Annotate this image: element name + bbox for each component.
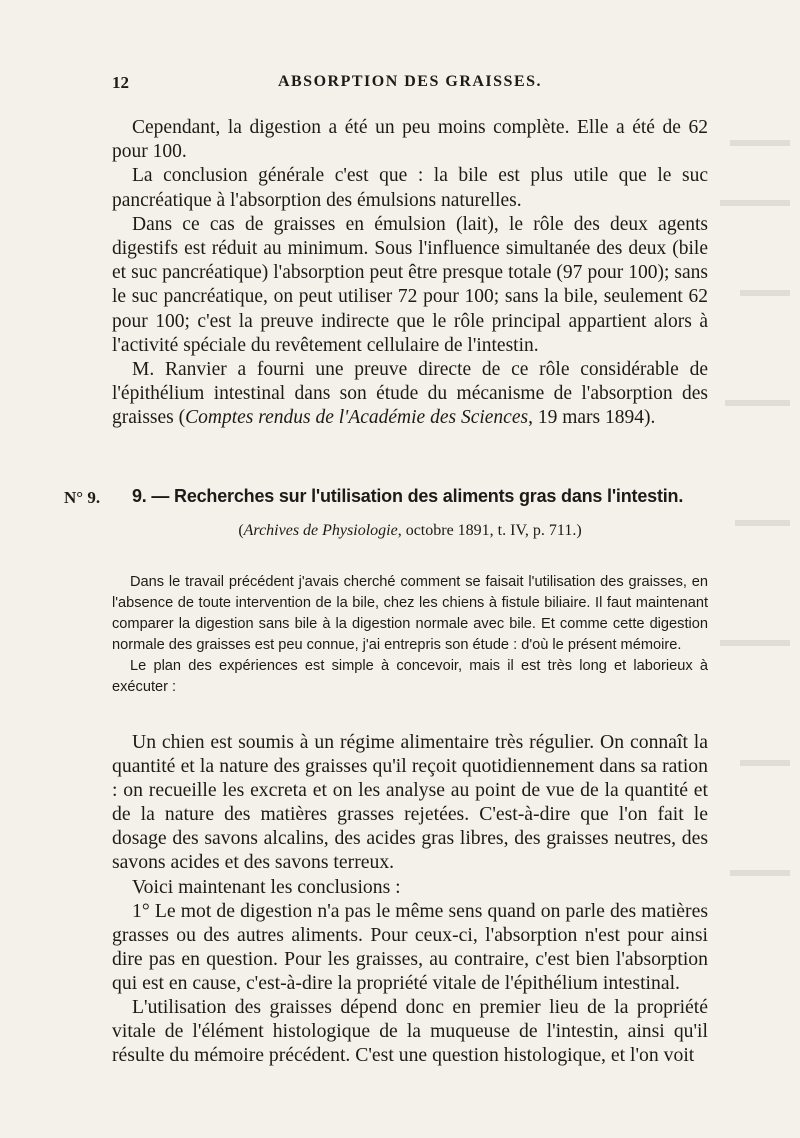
citation-open: (	[238, 522, 244, 539]
bleed-through-marks	[710, 140, 800, 940]
paragraph: Cependant, la digestion a été un peu moins complète. Elle a été de 62 pour 100.	[112, 117, 708, 163]
page-header	[112, 73, 708, 97]
intro-section	[112, 116, 708, 431]
running-title: ABSORPTION DES GRAISSES.	[277, 73, 543, 90]
entry-citation	[112, 522, 708, 540]
abstract-section	[112, 572, 708, 698]
paragraph: Voici maintenant les conclusions :	[132, 875, 401, 898]
paragraph: La conclusion générale c'est que : la bile est plus utile que le suc pancréatique à l'absorption des émulsions naturelles.	[112, 165, 708, 211]
paragraph: 1° Le mot de digestion n'a pas le même sens quand on parle des matières grasses ou des autres aliments. Pour ceux-ci, l'absorption n'est pour ainsi dire pas en question. Pour les graisses, au contraire, c'est bien l'absorption qui est en cause, c'est-à-dire la propriété vitale de l'épithélium intestinal.	[112, 899, 708, 994]
paragraph: Dans ce cas de graisses en émulsion (lait), le rôle des deux agents digestifs est réduit au minimum. Sous l'influence simultanée des deux (bile et suc pancréatique) l'absorption peut être presque totale (97 pour 100); sans le suc pancréatique, on peut utiliser 72 pour 100; sans la bile, seulement 62 pour 100; c'est la preuve indirecte que le rôle principal appartient alors à l'activité spéciale du revêtement cellulaire de l'intestin.	[112, 213, 708, 356]
paragraph	[112, 358, 708, 431]
abstract-paragraph: Le plan des expériences est simple à concevoir, mais il est très long et laborieux à exécuter :	[112, 658, 708, 695]
entry-number-marker: N° 9.	[64, 488, 101, 507]
citation-journal: Archives de Physiologie	[243, 522, 398, 539]
entry-title: 9. — Recherches sur l'utilisation des aliments gras dans l'intestin.	[132, 486, 684, 506]
paragraph: Un chien est soumis à un régime alimentaire très régulier. On connaît la quantité et la nature des graisses qu'il reçoit quotidiennement dans sa ration : on recueille les excreta et on les analyse au point de vue de la quantité et de la nature des matières grasses rejetées. C'est-à-dire que l'on fait le dosage des savons alcalins, des acides gras libres, des graisses neutres, des savons acides et des savons terreux.	[112, 731, 708, 874]
paragraph: L'utilisation des graisses dépend donc en premier lieu de la propriété vitale de l'élément histologique de la muqueuse de l'intestin, ainsi qu'il résulte du mémoire précédent. C'est une question histologique, et l'on voit	[112, 996, 708, 1067]
text-span: M. Ranvier a fourni une preuve directe de ce rôle considérable de l'épithélium intestinal dans son étude du mécanisme de l'absorption des graisses (	[112, 359, 708, 429]
main-section	[112, 730, 708, 1067]
text-span: , 19 mars 1894).	[528, 407, 656, 429]
citation-details: , octobre 1891, t. IV, p. 711.)	[397, 522, 582, 539]
page-number: 12	[112, 73, 129, 92]
abstract-paragraph: Dans le travail précédent j'avais cherché comment se faisait l'utilisation des graisses, en l'absence de toute intervention de la bile, chez les chiens à fistule biliaire. Il faut maintenant comparer la digestion sans bile à la digestion normale avec bile. Et comme cette digestion normale des graisses est peu connue, j'ai entrepris son étude : d'où le présent mémoire.	[112, 574, 708, 653]
journal-title: Comptes rendus de l'Académie des Sciences	[185, 407, 529, 429]
